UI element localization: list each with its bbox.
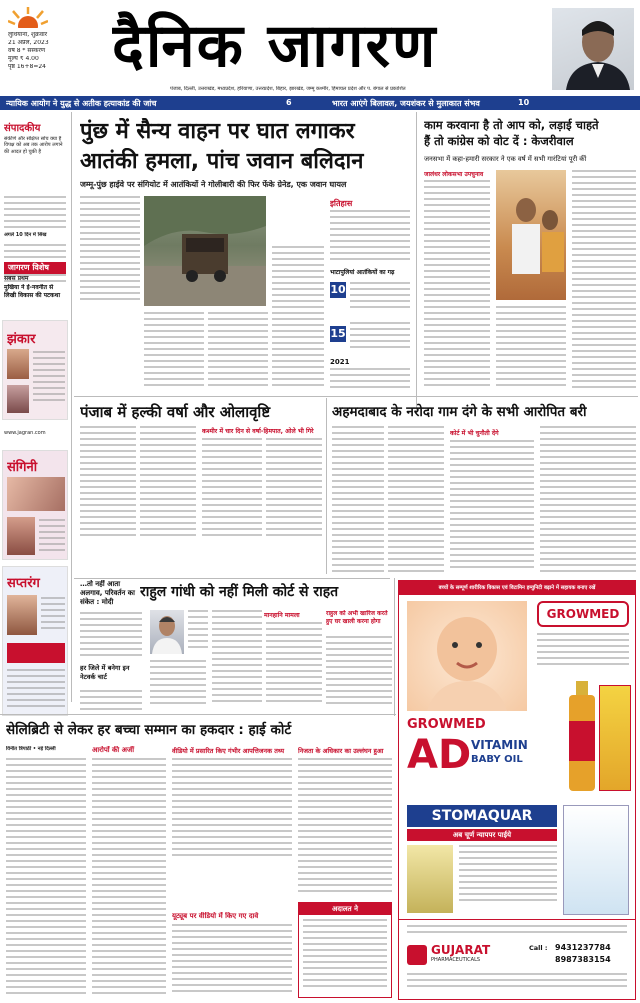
teaser-left-page: 6 — [286, 98, 292, 107]
ad-footer-rule — [399, 919, 635, 920]
call-label: Call : — [529, 944, 548, 952]
masthead-photo — [552, 8, 634, 90]
masthead — [0, 0, 640, 100]
naroda-headline[interactable]: अहमदाबाद के नरोदा गाम दंगे के सभी आरोपित बरी — [332, 404, 587, 420]
court-box — [298, 902, 392, 998]
masthead-edition: वर्ष 8 * संस्करण — [8, 48, 46, 54]
teaser-left[interactable]: न्यायिक आयोग ने युद्ध से अतीक हत्याकांड की जांच — [6, 99, 157, 108]
box1-num: 10 — [330, 283, 346, 296]
jhankaar-photo-2 — [7, 385, 29, 413]
kejriwal-col-1 — [424, 180, 490, 392]
kejriwal-col-3 — [572, 170, 636, 392]
rahul-col-2 — [188, 610, 208, 656]
sidebar — [0, 112, 70, 702]
bottom-col-3 — [172, 758, 292, 858]
saptrang-headline[interactable]: …तो नहीं आता अलगाव, परिवर्तन का संकेत : मोदी — [80, 580, 135, 606]
bottom-col3-head: वीडियो में प्रसारित किए गंभीर आपत्तिजनक तथ्य — [172, 747, 285, 755]
company-sub: PHARMACEUTICALS — [431, 957, 481, 963]
lead-headline-1[interactable]: पुंछ में सैन्य वाहन पर घात लगाकर — [80, 119, 355, 144]
naroda-col-1 — [332, 426, 384, 576]
bottom-col2-head: आरोपों की अर्जी — [92, 746, 135, 754]
gujarat-logo-icon — [407, 945, 427, 965]
rahul-col-3 — [212, 610, 262, 710]
baby-photo — [407, 601, 527, 711]
lead-col-1 — [80, 196, 140, 304]
sangini-photo-2 — [7, 517, 35, 555]
saptrang-photo — [7, 595, 37, 635]
sangini-photo — [7, 477, 65, 511]
ad-growmed-text — [537, 633, 629, 673]
special-headline[interactable]: मुखिया ने ई-नवनीत से लिखी विकास की पटकथा — [4, 284, 61, 299]
editorial-title: संपादकीय — [4, 123, 41, 134]
sangini-text — [39, 519, 65, 555]
sidebar-divider — [71, 112, 72, 702]
rahul-headline[interactable]: राहुल गांधी को नहीं मिली कोर्ट से राहत — [140, 584, 339, 600]
lead-photo — [144, 196, 266, 306]
history-text — [330, 210, 410, 264]
editorial-footer: अगले 10 दिन में सिख — [4, 232, 47, 238]
rain-divider — [326, 398, 327, 574]
rain-col-4 — [266, 438, 322, 540]
kejriwal-col-2 — [496, 306, 566, 392]
stomaquar-tag: अब चूर्ण न्यापपर पाईये — [407, 829, 557, 841]
kejriwal-headline-1[interactable]: काम करवाना है तो आप को, लड़ाई चाहते — [424, 118, 599, 132]
website[interactable]: www.jagran.com — [4, 430, 46, 436]
court-box-head: अदालत ने — [299, 903, 391, 915]
kejriwal-photo — [496, 170, 566, 300]
rain-col-3 — [202, 438, 262, 540]
masthead-price: मूल्य ₹ 4.00 — [8, 56, 39, 62]
phone-2[interactable]: 8987383154 — [555, 955, 611, 964]
lead-col-2 — [144, 312, 204, 390]
growmed-label-babyoil: BABY OIL — [471, 754, 523, 765]
growmed-product-panel — [407, 717, 557, 779]
bottom-col-4 — [298, 758, 392, 898]
editions-line: पंजाब, दिल्ली, उत्तराखंड, मध्यप्रदेश, हरियाणा, उत्तरप्रदेश, बिहार, झारखंड, जम्मू कश्मीर, हिमाचल प्रदेश और प. बंगाल से प्रकाशित — [170, 86, 406, 92]
saptrang-story-text — [80, 612, 142, 658]
masthead-pages: पृष्ठ 16+8=24 — [8, 64, 46, 70]
history-sub: भाटापुलियां आतंकियों का गढ़ — [330, 269, 395, 276]
youtube-head: यूट्यूब पर वीडियो में किए गए दावे — [172, 912, 259, 920]
row-divider-2 — [74, 578, 390, 579]
row-divider-3 — [0, 714, 396, 715]
newspaper-title: दैनिक जागरण — [112, 11, 438, 81]
bottom-col4-head: निजता के अधिकार का उल्लंघन हुआ — [298, 747, 384, 755]
jhankaar-box[interactable] — [2, 320, 68, 420]
row-divider-1 — [74, 396, 638, 397]
saptrang-text — [41, 597, 65, 637]
saptrang-side-text — [80, 690, 142, 712]
naroda-sub: कोर्ट में भी चुनौती देंगे — [450, 430, 499, 437]
kejriwal-tag: जालंधर लोकसभा उपचुनाव — [424, 171, 484, 178]
bottom-byline: विनीत त्रिपाठी • नई दिल्ली — [6, 746, 56, 752]
rahul-col-1 — [150, 660, 206, 710]
rain-col-1 — [80, 426, 136, 540]
rahul-side-head: राहुल को अभी खारिज करते हुए घर खाली करना होगा — [326, 610, 388, 625]
growmed-logo — [537, 601, 629, 627]
kejriwal-headline-2[interactable]: हैं तो कांग्रेस को वोट दें : केजरीवाल — [424, 134, 574, 148]
editorial-body — [4, 196, 66, 232]
phone-1[interactable]: 9431237784 — [555, 943, 611, 952]
ad-manufacturer — [407, 925, 627, 939]
growmed-box — [599, 685, 631, 791]
jhankaar-photo — [7, 349, 29, 379]
stomaquar-banner — [407, 805, 557, 827]
lead-subhead: जम्मू-पुंछ हाईवे पर संगियोट में आतंकियों ने गोलीबारी की फिर फेंके ग्रेनेड, एक जवान घायल — [80, 180, 347, 189]
masthead-date: 21 अप्रैल, 2023 — [8, 40, 49, 46]
box2-text — [350, 322, 410, 352]
lead-col-4 — [272, 246, 324, 390]
history-label: इतिहास — [330, 199, 353, 208]
ad-divider — [394, 578, 395, 716]
saptrang-title: सप्तरंग — [7, 576, 40, 591]
naroda-col-4 — [540, 426, 636, 576]
rain-col-2 — [140, 426, 196, 540]
saptrang-ad — [7, 643, 65, 663]
bottom-col-3b — [172, 924, 292, 998]
growmed-label-vitamin: VITAMIN — [471, 738, 528, 752]
rahul-label: मानहानि मामला — [264, 612, 300, 619]
sangini-title: संगिनी — [7, 460, 38, 475]
rain-headline[interactable]: पंजाब में हल्की वर्षा और ओलावृष्टि — [80, 403, 271, 421]
rain-subhead: कश्मीर में चार दिन से वर्षा-हिमपात, ओले भी गिरे — [202, 428, 314, 435]
history-text-2 — [330, 368, 410, 390]
naroda-col-3 — [450, 440, 534, 576]
rahul-col-5 — [326, 636, 392, 710]
bottom-col-1 — [6, 758, 86, 998]
special-sub: सबसे प्रथम — [4, 276, 29, 282]
stomaquar-pack — [407, 845, 453, 913]
growmed-bottle — [567, 681, 597, 791]
kejriwal-subhead: जनसभा में कहा-हमारी सरकार ने एक वर्ष में सभी गारंटियां पूरी कीं — [424, 155, 587, 163]
lead-col-3 — [208, 312, 268, 390]
stomaquar-text — [459, 845, 557, 909]
sangini-box[interactable] — [2, 450, 68, 560]
growmed-label-ad: AD — [407, 733, 472, 777]
special-label: जागरण विशेष — [4, 262, 66, 274]
jhankaar-text — [33, 351, 65, 411]
stomaquar-title: STOMAQUAR — [431, 808, 533, 824]
jhankaar-title: झंकार — [7, 332, 36, 347]
lead-divider — [416, 112, 417, 412]
rahul-col-4 — [266, 622, 322, 710]
ad-top-banner: बच्चों के सम्पूर्ण शारीरिक विकास एवं विटामिन इम्युनिटी बढ़ाने में सहायक बनाए रखें — [399, 581, 635, 595]
teaser-right[interactable]: भारत आएंगे बिलावल, जयशंकर से मुलाकात संभव — [332, 99, 480, 108]
masthead-city: लुधियाना, शुक्रवार — [8, 32, 48, 38]
growmed-label-brand: GROWMED — [407, 717, 486, 732]
saptrang-text-2 — [7, 669, 65, 713]
lead-headline-2[interactable]: आतंकी हमला, पांच जवान बलिदान — [80, 149, 364, 174]
ad-footer-text — [407, 973, 627, 995]
box1-text — [350, 282, 410, 312]
naroda-col-2 — [388, 426, 444, 576]
rahul-photo — [150, 610, 184, 654]
editorial-text: संकीर्ण और संक्षिप्त सोच क्या है विपक्ष को अब तक आरोप लगाने की आदत हो चुकी है — [4, 136, 63, 155]
court-box-text — [303, 919, 387, 995]
ad-block[interactable] — [398, 580, 636, 1000]
teaser-right-page: 10 — [518, 98, 530, 107]
history-year: 2021 — [330, 358, 350, 366]
jagran-sun-logo — [8, 6, 48, 28]
bottom-col-2 — [92, 758, 166, 998]
stomaquar-product — [563, 805, 629, 915]
growmed-logo-text: GROWMED — [546, 607, 620, 621]
saptrang-box[interactable] — [2, 566, 68, 716]
bottom-banner[interactable]: सेलिब्रिटी से लेकर हर बच्चा सम्मान का हकदार : हाई कोर्ट — [6, 722, 292, 738]
company-name: GUJARAT — [431, 943, 491, 957]
box2-num: 15 — [330, 327, 346, 340]
saptrang-side-headline[interactable]: हर जिले में बनेगा इन नेटवर्क चार्ट — [80, 664, 130, 681]
